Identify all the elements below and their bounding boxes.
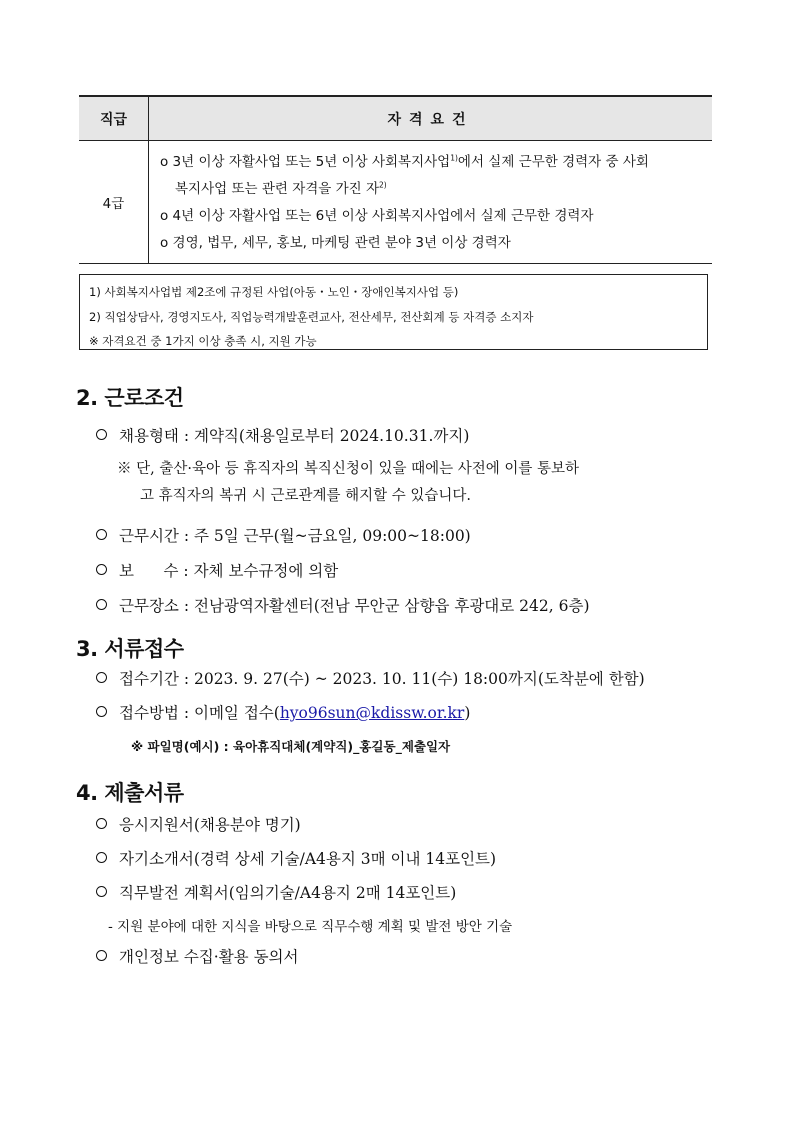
bullet-circle-icon bbox=[96, 529, 107, 540]
bullet-circle-icon bbox=[96, 950, 107, 961]
email-link[interactable]: hyo96sun@kdissw.or.kr bbox=[279, 704, 465, 722]
document-3: 직무발전 계획서(임의기술/A4용지 2매 14포인트) bbox=[96, 881, 456, 903]
requirements-cell bbox=[149, 141, 713, 264]
qualification-table bbox=[79, 95, 712, 264]
document-3-detail: - 지원 분야에 대한 지식을 바탕으로 직무수행 계획 및 발전 방안 기술 bbox=[108, 919, 513, 935]
pay: 보 수 : 자체 보수규정에 의함 bbox=[96, 559, 338, 581]
bullet-circle-icon bbox=[96, 599, 107, 610]
table-header-row bbox=[79, 96, 712, 141]
filename-example-note: ※ 파일명(예시) : 육아휴직대체(계약직)_홍길동_제출일자 bbox=[131, 739, 451, 754]
employment-note-line-1: ※ 단, 출산·육아 등 휴직자의 복직신청이 있을 때에는 사전에 이를 통보하 bbox=[117, 461, 580, 477]
section-2-title: 2. 근로조건 bbox=[76, 386, 184, 410]
requirement-3: o 경영, 법무, 세무, 홍보, 마케팅 관련 분야 3년 이상 경력자 bbox=[160, 235, 511, 251]
bullet-circle-icon bbox=[96, 818, 107, 829]
footnote-2: 2) 직업상담사, 경영지도사, 직업능력개발훈련교사, 전산세무, 전산회계 등 자격증 소지자 bbox=[89, 309, 534, 324]
table-row bbox=[79, 141, 712, 264]
footnote-3: ※ 자격요건 중 1가지 이상 충족 시, 지원 가능 bbox=[89, 334, 317, 348]
bullet-circle-icon bbox=[96, 672, 107, 683]
footnotes-box bbox=[79, 274, 708, 350]
bullet-circle-icon bbox=[96, 564, 107, 575]
bullet-circle-icon bbox=[96, 886, 107, 897]
grade-cell: 4급 bbox=[79, 141, 149, 264]
section-4-title: 4. 제출서류 bbox=[76, 781, 184, 805]
footnote-ref-1: 1) bbox=[450, 153, 458, 163]
header-grade: 직급 bbox=[79, 96, 149, 141]
employment-note-line-2: 고 휴직자의 복귀 시 근로관계를 해지할 수 있습니다. bbox=[140, 488, 472, 504]
bullet-circle-icon bbox=[96, 706, 107, 717]
footnote-1: 1) 사회복지사업법 제2조에 규정된 사업(아동・노인・장애인복지사업 등) bbox=[89, 285, 459, 299]
header-requirements: 자격요건 bbox=[149, 96, 713, 141]
employment-type: 채용형태 : 계약직(채용일로부터 2024.10.31.까지) bbox=[96, 424, 469, 446]
bullet-circle-icon bbox=[96, 429, 107, 440]
work-location: 근무장소 : 전남광역자활센터(전남 무안군 삼향읍 후광대로 242, 6층) bbox=[96, 594, 590, 616]
application-period: 접수기간 : 2023. 9. 27(수) ~ 2023. 10. 11(수) 18:00까지(도착분에 한함) bbox=[96, 667, 645, 689]
footnote-ref-2: 2) bbox=[379, 180, 387, 190]
document-4: 개인정보 수집·활용 동의서 bbox=[96, 945, 299, 967]
work-hours: 근무시간 : 주 5일 근무(월~금요일, 09:00~18:00) bbox=[96, 524, 471, 546]
document-1: 응시지원서(채용분야 명기) bbox=[96, 813, 301, 835]
application-method: 접수방법 : 이메일 접수(hyo96sun@kdissw.or.kr) bbox=[96, 701, 470, 723]
requirement-2: o 4년 이상 자활사업 또는 6년 이상 사회복지사업에서 실제 근무한 경력자 bbox=[160, 208, 594, 224]
requirement-1: o 3년 이상 자활사업 또는 5년 이상 사회복지사업$^{1)}$에서 실제 근무한 경력자 중 사회 bbox=[160, 153, 649, 170]
section-3-title: 3. 서류접수 bbox=[76, 637, 184, 661]
document-2: 자기소개서(경력 상세 기술/A4용지 3매 이내 14포인트) bbox=[96, 847, 496, 869]
requirement-1-continued: 복지사업 또는 관련 자격을 가진 자$^{2)}$ bbox=[175, 180, 387, 197]
bullet-circle-icon bbox=[96, 852, 107, 863]
